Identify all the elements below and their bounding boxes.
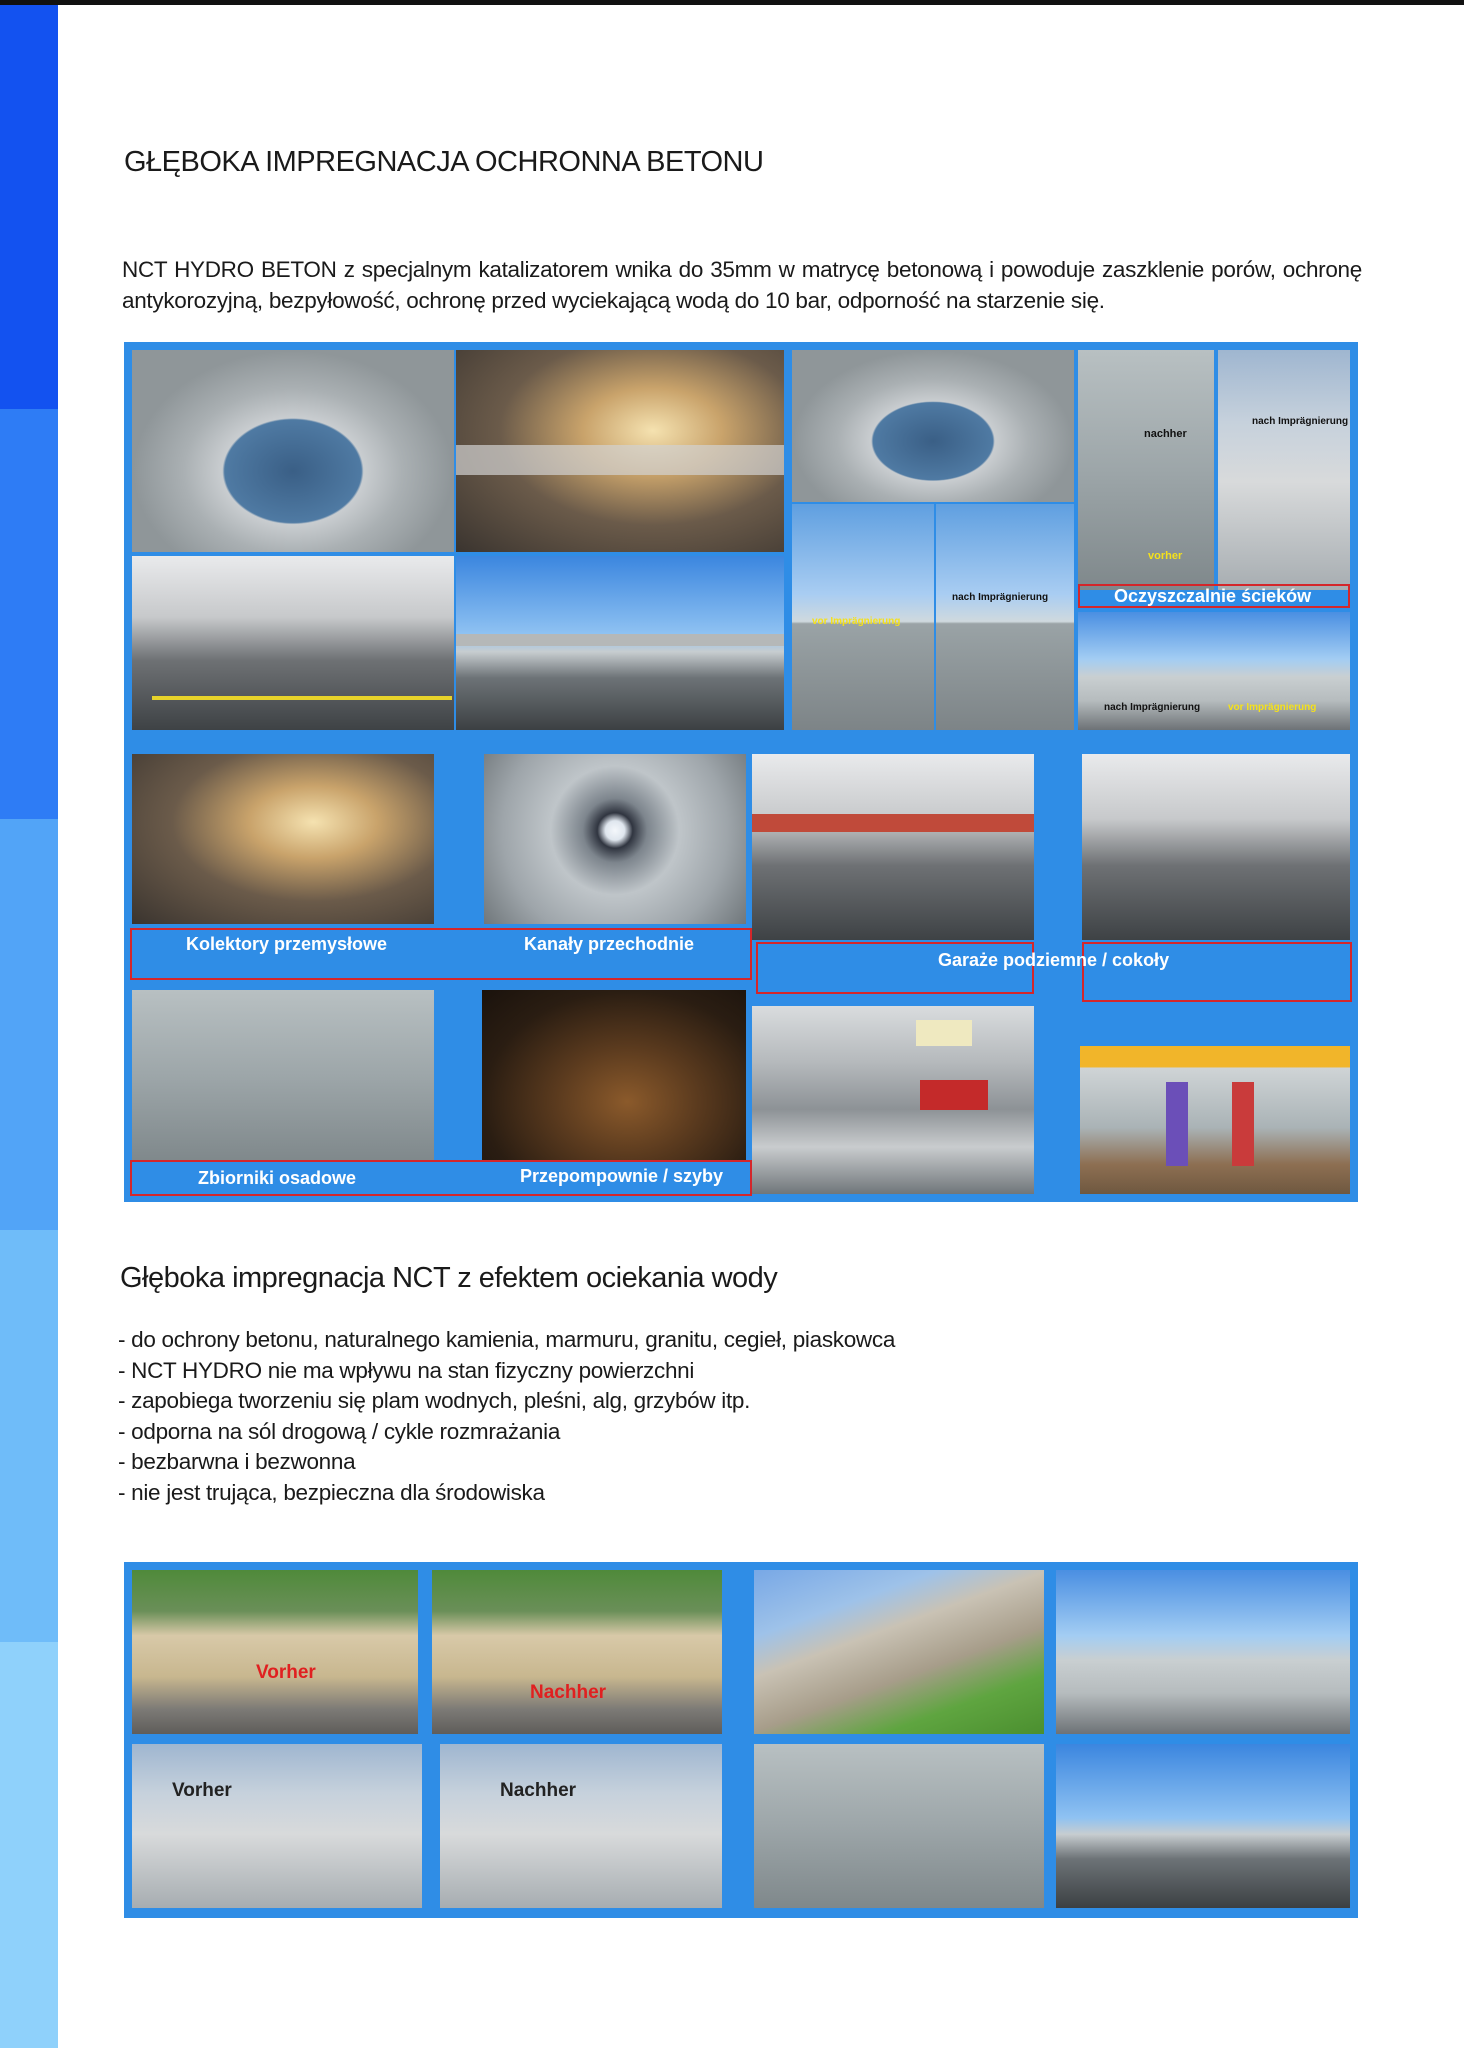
caption-zbiorniki: Zbiorniki osadowe — [198, 1168, 357, 1188]
photo-settling-wall — [754, 1744, 1044, 1908]
list-item: - do ochrony betonu, naturalnego kamienia, marmuru, granitu, cegieł, piaskowca — [118, 1327, 896, 1352]
side-stripe — [0, 1230, 58, 1642]
photo-concrete-wall-road — [1056, 1570, 1350, 1734]
top-border — [0, 0, 1464, 5]
list-item: - zapobiega tworzeniu się plam wodnych, pleśni, alg, grzybów itp. — [118, 1388, 751, 1413]
side-stripe — [0, 1642, 58, 2048]
side-stripe — [0, 819, 58, 1230]
photo-basin-after: nach Imprägnierung — [936, 504, 1074, 730]
side-stripe — [0, 5, 58, 409]
photo-stone-wall — [754, 1570, 1044, 1734]
photo-car-wash — [1080, 1046, 1350, 1194]
list-item: - bezbarwna i bezwonna — [118, 1449, 356, 1474]
section-subtitle: Głęboka impregnacja NCT z efektem ociekania wody — [120, 1262, 778, 1294]
photo-collage-applications — [124, 342, 1358, 1202]
photo-channel-wall: nachher vorher — [1078, 350, 1214, 590]
caption-kolektory: Kolektory przemysłowe — [186, 934, 388, 954]
photo-bridge-road — [1056, 1744, 1350, 1908]
photo-multistorey-parking — [752, 1006, 1034, 1194]
photo-basin-before: vor Imprägnierung — [792, 504, 934, 730]
photo-fountain-after: Nachher — [432, 1570, 722, 1734]
caption-kanaly: Kanały przechodnie — [524, 934, 695, 954]
caption-oczyszczalnie: Oczyszczalnie ścieków — [1114, 586, 1312, 606]
photo-collector-tunnel — [132, 754, 434, 924]
photo-settling-tank-worker — [132, 990, 434, 1162]
caption-garaze: Garaże podziemne / cokoły — [938, 950, 1170, 970]
page-title: GŁĘBOKA IMPREGNACJA OCHRONNA BETONU — [124, 146, 764, 178]
photo-pipe-tunnel-worker — [456, 350, 784, 552]
feature-list — [118, 1325, 895, 1508]
side-stripe — [0, 409, 58, 819]
photo-underground-garage — [132, 556, 454, 730]
photo-collage-before-after — [124, 1562, 1358, 1918]
list-item: - NCT HYDRO nie ma wpływu na stan fizyczny powierzchni — [118, 1357, 695, 1383]
photo-pump-shaft — [482, 990, 746, 1162]
photo-parking-level — [752, 754, 1034, 940]
photo-railing: nach Imprägnierung vor Imprägnierung — [1078, 612, 1350, 730]
intro-paragraph: NCT HYDRO BETON z specjalnym katalizatorem wnika do 35mm w matrycę betonową i powoduje zaszklenie porów, ochronę antykorozyjną, bezpyłowość, ochronę przed wyciekającą wodą do 10 bar, odporność na starzenie się. — [122, 257, 1362, 313]
caption-przepompownie: Przepompownie / szyby — [520, 1166, 724, 1186]
photo-pipework: nach Imprägnierung — [1218, 350, 1350, 590]
photo-treatment-tank — [132, 350, 454, 552]
list-item: - odporna na sól drogową / cykle rozmrażania — [118, 1418, 561, 1444]
photo-round-basin — [792, 350, 1074, 502]
photo-fountain-before: Vorher — [132, 1570, 418, 1734]
photo-parking-hall — [1082, 754, 1350, 940]
photo-basin-before: Vorher — [132, 1744, 422, 1908]
list-item: - nie jest trująca, bezpieczna dla środowiska — [118, 1479, 545, 1505]
photo-basin-after: Nachher — [440, 1744, 722, 1908]
photo-highway-bridge — [456, 556, 784, 730]
photo-pipe-channel — [484, 754, 746, 924]
